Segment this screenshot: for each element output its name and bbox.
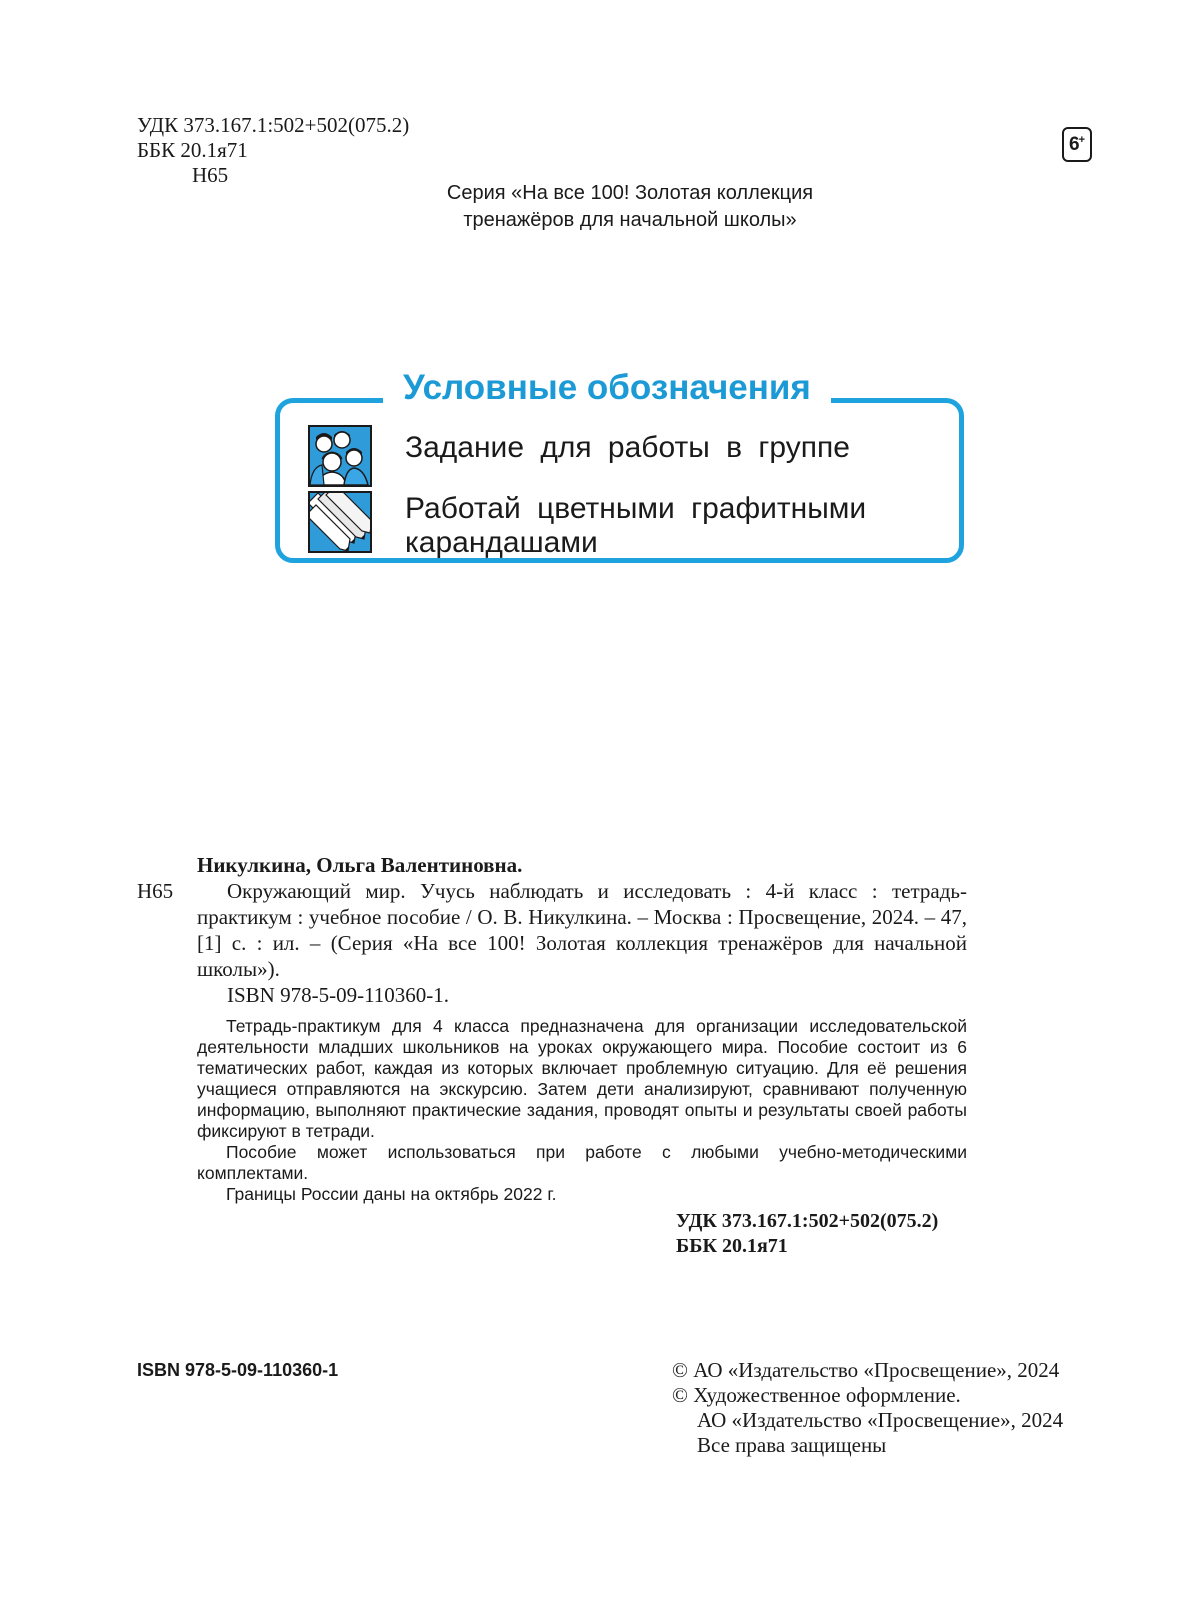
- annotation-paragraph-3: Границы России даны на октябрь 2022 г.: [226, 1184, 557, 1204]
- legend-text-pencils: Работай цветными графитными карандашами: [405, 492, 867, 559]
- legend-title: Условные обозначения: [383, 363, 831, 413]
- udk-code: УДК 373.167.1:502+502(075.2): [137, 113, 410, 137]
- catalog-code: Н65: [137, 879, 174, 903]
- series-line-1: Серия «На все 100! Золотая коллекция: [446, 182, 814, 204]
- legend-box: [275, 368, 964, 563]
- group-work-icon: [308, 425, 372, 487]
- age-rating-badge: [1062, 127, 1092, 162]
- age-rating-plus: +: [1078, 134, 1085, 146]
- copyright-line-2: © Художественное оформление.: [672, 1383, 961, 1407]
- pencils-icon: [308, 491, 372, 553]
- series-title: [380, 180, 880, 234]
- copyright-line-1: © АО «Издательство «Просвещение», 2024: [672, 1358, 1060, 1382]
- series-line-2: тренажёров для начальной школы»: [463, 209, 797, 231]
- catalog-entry: [137, 878, 967, 982]
- catalog-card: [137, 852, 967, 1008]
- annotation-paragraph-2: Пособие может использоваться при работе с любыми учебно-методическими комплектами.: [197, 1142, 967, 1183]
- catalog-description: Окружающий мир. Учусь наблюдать и исследовать : 4-й класс : тетрадь-практикум : учебное пособие / О. В. Никулкина. – Москва : Просвещение, 2024. – 47, [1] с. : ил. – (Серия «На все 100! Золотая коллекция тренажёров для начальной школы»).: [197, 879, 967, 981]
- age-rating-number: 6: [1068, 134, 1080, 155]
- bottom-udk-code: УДК 373.167.1:502+502(075.2): [676, 1210, 939, 1232]
- bottom-classification-codes: [676, 1209, 938, 1259]
- bottom-bbk-code: ББК 20.1я71: [676, 1235, 788, 1257]
- isbn-footer: ISBN 978-5-09-110360-1: [137, 1360, 339, 1380]
- top-classification-codes: [137, 113, 409, 188]
- bbk-code: ББК 20.1я71: [137, 138, 248, 162]
- legend-text-group-work: Задание для работы в группе: [405, 431, 850, 464]
- catalog-isbn: ISBN 978-5-09-110360-1.: [227, 983, 450, 1007]
- author-mark: Н65: [192, 163, 229, 187]
- copyright-line-3: АО «Издательство «Просвещение», 2024: [697, 1408, 1064, 1432]
- copyright-block: [672, 1358, 1063, 1458]
- catalog-author: Никулкина, Ольга Валентиновна.: [197, 853, 523, 877]
- legend-item-group-work: [308, 425, 850, 487]
- legend-item-pencils: [308, 491, 935, 560]
- copyright-line-4: Все права защищены: [697, 1433, 887, 1457]
- annotation-paragraph-1: Тетрадь-практикум для 4 класса предназначена для организации исследовательской деятельности младших школьников на уроках окружающего мира. Пособие состоит из 6 тематических работ, каждая из которых включает проблемную ситуацию. Для её решения учащиеся отправляются на экскурсию. Затем дети анализируют, сравнивают полученную информацию, выполняют практические задания, проводят опыты и результаты своей работы фиксируют в тетради.: [197, 1016, 967, 1141]
- annotation: [197, 1016, 967, 1205]
